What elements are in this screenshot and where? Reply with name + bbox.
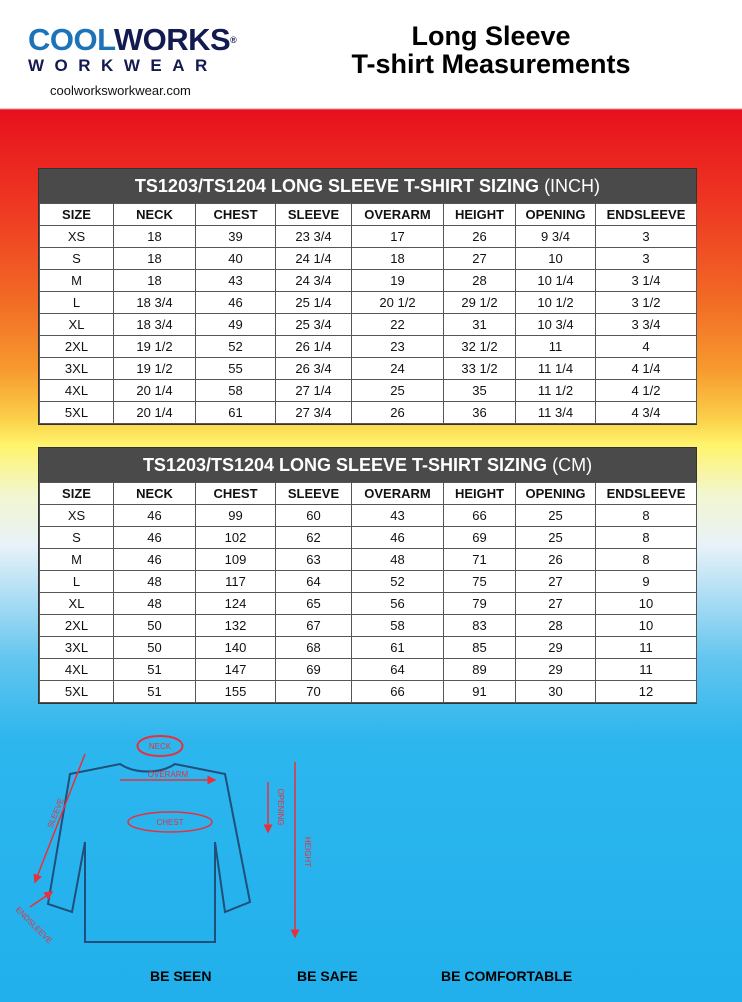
table-cell: XS (40, 226, 114, 248)
table-cell: L (40, 571, 114, 593)
table-cell: 11 3/4 (516, 402, 596, 424)
table-cell: 65 (276, 593, 352, 615)
table-cell: 27 3/4 (276, 402, 352, 424)
table-cell: 19 1/2 (114, 358, 196, 380)
column-header: OVERARM (352, 483, 444, 505)
tagline-be-comfortable: BE COMFORTABLE (441, 968, 573, 984)
table-cell: 29 (516, 659, 596, 681)
table-cell: 3XL (40, 358, 114, 380)
table-cell: 69 (276, 659, 352, 681)
table-cell: S (40, 248, 114, 270)
website-link[interactable]: coolworksworkwear.com (50, 83, 191, 98)
table-cell: 61 (352, 637, 444, 659)
table-row (40, 659, 697, 681)
table-cell: 58 (352, 615, 444, 637)
table-cell: 49 (196, 314, 276, 336)
table-cell: 66 (444, 505, 516, 527)
table-cell: 11 1/2 (516, 380, 596, 402)
column-header: SLEEVE (276, 204, 352, 226)
table-cell: 48 (114, 571, 196, 593)
table-cell: 25 (352, 380, 444, 402)
table-cell: 23 3/4 (276, 226, 352, 248)
table-cell: 4 1/2 (596, 380, 697, 402)
table-cell: 2XL (40, 336, 114, 358)
table-cell: 8 (596, 527, 697, 549)
table-cell: 18 (114, 226, 196, 248)
table-cell: 20 1/4 (114, 402, 196, 424)
table-row (40, 527, 697, 549)
table-cell: 79 (444, 593, 516, 615)
table-cell: 26 3/4 (276, 358, 352, 380)
table-cell: 10 1/4 (516, 270, 596, 292)
overarm-label: OVERARM (147, 770, 189, 779)
table-cell: 62 (276, 527, 352, 549)
table-cell: 70 (276, 681, 352, 703)
table-cell: 24 1/4 (276, 248, 352, 270)
table-cell: 67 (276, 615, 352, 637)
table-row (40, 505, 697, 527)
sleeve-arrow-icon (35, 754, 85, 882)
table-cell: 89 (444, 659, 516, 681)
table-cell: 52 (352, 571, 444, 593)
table-cell: XL (40, 314, 114, 336)
table-cell: 18 (114, 248, 196, 270)
table-cell: 56 (352, 593, 444, 615)
tagline-be-safe: BE SAFE (297, 968, 358, 984)
table-cell: 91 (444, 681, 516, 703)
logo-wordmark (28, 24, 236, 56)
table-cell: 51 (114, 659, 196, 681)
table-cell: 46 (114, 549, 196, 571)
table-row (40, 292, 697, 314)
table-cell: 109 (196, 549, 276, 571)
table-cell: 25 (516, 505, 596, 527)
table-cell: 8 (596, 505, 697, 527)
table-row (40, 549, 697, 571)
table-cell: 3 1/4 (596, 270, 697, 292)
column-header: NECK (114, 483, 196, 505)
table-cell: 12 (596, 681, 697, 703)
table-cell: 99 (196, 505, 276, 527)
table-cell: 3 3/4 (596, 314, 697, 336)
table-row (40, 358, 697, 380)
title-line-1: Long Sleeve (411, 21, 571, 51)
logo-works: WORKS (113, 22, 231, 57)
page-title (300, 22, 682, 78)
table-cell: 48 (352, 549, 444, 571)
logo-cool: COOL (28, 22, 114, 57)
table-row (40, 681, 697, 703)
table-cell: M (40, 549, 114, 571)
column-header: HEIGHT (444, 483, 516, 505)
inch-table-title (39, 169, 696, 203)
table-cell: 9 3/4 (516, 226, 596, 248)
table-cell: 28 (516, 615, 596, 637)
opening-label: OPENING (276, 788, 285, 826)
neck-label: NECK (148, 742, 172, 751)
table-cell: 25 (516, 527, 596, 549)
column-header: CHEST (196, 483, 276, 505)
cm-sizing-table (38, 447, 697, 704)
table-cell: 117 (196, 571, 276, 593)
table-cell: 132 (196, 615, 276, 637)
table-cell: 61 (196, 402, 276, 424)
table-cell: 85 (444, 637, 516, 659)
inch-sizing-table (38, 168, 697, 425)
column-header: OPENING (516, 483, 596, 505)
sleeve-label: SLEEVE (45, 796, 66, 830)
table-cell: 4 (596, 336, 697, 358)
table-cell: 3XL (40, 637, 114, 659)
table-row (40, 593, 697, 615)
table-cell: 23 (352, 336, 444, 358)
inch-table-unit: (INCH) (544, 176, 601, 196)
table-cell: 5XL (40, 402, 114, 424)
logo-subtitle: WORKWEAR (28, 56, 218, 75)
table-row (40, 336, 697, 358)
cm-table-grid (39, 482, 697, 703)
tagline-be-seen: BE SEEN (150, 968, 212, 984)
table-cell: 26 (352, 402, 444, 424)
table-cell: 33 1/2 (444, 358, 516, 380)
table-cell: 27 1/4 (276, 380, 352, 402)
table-cell: 83 (444, 615, 516, 637)
table-cell: 3 (596, 226, 697, 248)
chest-label: CHEST (156, 818, 184, 827)
table-cell: 27 (444, 248, 516, 270)
table-cell: 19 1/2 (114, 336, 196, 358)
table-cell: 32 1/2 (444, 336, 516, 358)
inch-header-row (40, 204, 697, 226)
table-cell: 18 (114, 270, 196, 292)
table-cell: 51 (114, 681, 196, 703)
table-cell: 30 (516, 681, 596, 703)
table-cell: 29 1/2 (444, 292, 516, 314)
table-cell: 10 (596, 593, 697, 615)
table-cell: 43 (196, 270, 276, 292)
table-cell: 36 (444, 402, 516, 424)
table-cell: 46 (114, 505, 196, 527)
table-cell: 11 1/4 (516, 358, 596, 380)
table-cell: 2XL (40, 615, 114, 637)
table-cell: 25 3/4 (276, 314, 352, 336)
table-cell: XS (40, 505, 114, 527)
table-cell: 50 (114, 637, 196, 659)
column-header: ENDSLEEVE (596, 204, 697, 226)
cm-header-row (40, 483, 697, 505)
table-cell: 69 (444, 527, 516, 549)
table-cell: 46 (114, 527, 196, 549)
table-row (40, 248, 697, 270)
table-cell: 11 (516, 336, 596, 358)
table-cell: 20 1/4 (114, 380, 196, 402)
column-header: OVERARM (352, 204, 444, 226)
height-label: HEIGHT (303, 836, 312, 868)
table-cell: 147 (196, 659, 276, 681)
table-row (40, 380, 697, 402)
cm-table-title-text: TS1203/TS1204 LONG SLEEVE T-SHIRT SIZING (142, 455, 548, 475)
table-cell: 20 1/2 (352, 292, 444, 314)
table-cell: 3 (596, 248, 697, 270)
table-cell: 11 (596, 659, 697, 681)
title-line-2: T-shirt Measurements (351, 49, 631, 79)
table-cell: 10 3/4 (516, 314, 596, 336)
table-cell: S (40, 527, 114, 549)
table-cell: 22 (352, 314, 444, 336)
table-row (40, 314, 697, 336)
column-header: SIZE (40, 483, 114, 505)
table-cell: XL (40, 593, 114, 615)
table-cell: 17 (352, 226, 444, 248)
table-cell: 5XL (40, 681, 114, 703)
table-cell: 64 (352, 659, 444, 681)
table-cell: 124 (196, 593, 276, 615)
column-header: NECK (114, 204, 196, 226)
table-cell: 4 3/4 (596, 402, 697, 424)
table-row (40, 402, 697, 424)
table-cell: L (40, 292, 114, 314)
table-cell: 46 (352, 527, 444, 549)
table-cell: 4XL (40, 380, 114, 402)
table-row (40, 615, 697, 637)
table-cell: 10 1/2 (516, 292, 596, 314)
table-cell: 39 (196, 226, 276, 248)
table-cell: 4 1/4 (596, 358, 697, 380)
table-cell: 10 (516, 248, 596, 270)
table-cell: 19 (352, 270, 444, 292)
table-cell: 18 3/4 (114, 292, 196, 314)
table-cell: 55 (196, 358, 276, 380)
table-cell: 102 (196, 527, 276, 549)
table-cell: 43 (352, 505, 444, 527)
table-cell: 11 (596, 637, 697, 659)
header (0, 0, 742, 108)
table-cell: 24 3/4 (276, 270, 352, 292)
table-cell: 60 (276, 505, 352, 527)
table-cell: 35 (444, 380, 516, 402)
table-cell: 48 (114, 593, 196, 615)
table-cell: 155 (196, 681, 276, 703)
cm-table-unit: (CM) (552, 455, 593, 475)
endsleeve-label: ENDSLEEVE (13, 905, 54, 946)
table-row (40, 571, 697, 593)
table-cell: 4XL (40, 659, 114, 681)
table-cell: 40 (196, 248, 276, 270)
table-cell: 9 (596, 571, 697, 593)
table-cell: 52 (196, 336, 276, 358)
table-cell: 66 (352, 681, 444, 703)
table-cell: 24 (352, 358, 444, 380)
table-cell: 63 (276, 549, 352, 571)
table-row (40, 637, 697, 659)
column-header: OPENING (516, 204, 596, 226)
table-cell: 8 (596, 549, 697, 571)
table-cell: 26 (444, 226, 516, 248)
table-cell: 28 (444, 270, 516, 292)
table-cell: 27 (516, 571, 596, 593)
inch-table-title-text: TS1203/TS1204 LONG SLEEVE T-SHIRT SIZING (134, 176, 540, 196)
table-row (40, 270, 697, 292)
table-cell: 18 (352, 248, 444, 270)
measurement-diagram (10, 722, 330, 962)
registered-mark: ® (230, 35, 237, 45)
table-cell: 3 1/2 (596, 292, 697, 314)
column-header: SLEEVE (276, 483, 352, 505)
table-cell: 71 (444, 549, 516, 571)
column-header: SIZE (40, 204, 114, 226)
table-row (40, 226, 697, 248)
table-cell: 31 (444, 314, 516, 336)
table-cell: 10 (596, 615, 697, 637)
brand-logo[interactable] (28, 24, 236, 75)
inch-table-grid (39, 203, 697, 424)
table-cell: 18 3/4 (114, 314, 196, 336)
column-header: HEIGHT (444, 204, 516, 226)
column-header: CHEST (196, 204, 276, 226)
table-cell: 26 1/4 (276, 336, 352, 358)
table-cell: 26 (516, 549, 596, 571)
table-cell: M (40, 270, 114, 292)
tshirt-outline-icon (45, 764, 250, 942)
table-cell: 25 1/4 (276, 292, 352, 314)
table-cell: 140 (196, 637, 276, 659)
table-cell: 50 (114, 615, 196, 637)
table-cell: 27 (516, 593, 596, 615)
table-cell: 58 (196, 380, 276, 402)
column-header: ENDSLEEVE (596, 483, 697, 505)
table-cell: 68 (276, 637, 352, 659)
cm-table-title (39, 448, 696, 482)
table-cell: 75 (444, 571, 516, 593)
table-cell: 29 (516, 637, 596, 659)
table-cell: 46 (196, 292, 276, 314)
table-cell: 64 (276, 571, 352, 593)
